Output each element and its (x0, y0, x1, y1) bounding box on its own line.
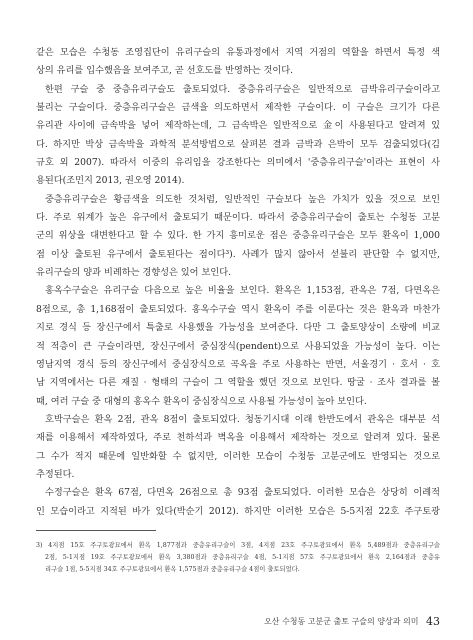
text-line: 다. 하지만 박상 금속박을 과학적 분석방법으로 살펴본 결과 금박과 은박이 모두 검출되었다(김 (36, 138, 440, 150)
footnote-line: 3) 4지점 15호 주구토광묘에서 환옥 1,877점과 중층유리구슬이 3점, 4지점 23호 주구토광묘에서 환옥 5,489점과 중층유리구슬 (36, 542, 440, 549)
text-line: 군의 위상을 대변한다고 할 수 있다. 한 가지 흥미로운 점은 중층유리구슬은 모두 환옥이 1,000 (36, 230, 440, 242)
text-line: 적 적층이 큰 구슬이라면, 장신구에서 중심장식(pendent)으로 사용되었을 가능성이 높다. 이는 (36, 340, 440, 352)
text-line: 때, 여러 구슬 중 대형의 홍옥수 환옥이 중심장식으로 사용될 가능성이 높아 보인다. (36, 395, 367, 407)
text-line: 다. 주로 위계가 높은 유구에서 출토되기 때문이다. 따라서 중층유리구슬이 출토는 수청동 고분 (36, 212, 440, 224)
text-line: 인 모습이라고 지적된 바가 있다(박순기 2012). 하지만 이러한 모습은 5-5지점 22호 주구토광 (36, 505, 440, 517)
footnote-line: 리구슬 1점, 5-5지점 34호 주구토광묘에서 환옥 1,575점과 중층유리구슬 4점이 출토되었다. (45, 566, 300, 573)
text-line: 지로 경식 등 장신구에서 특출로 사용했을 가능성을 보여준다. 다만 그 출토양상이 소량에 비교 (36, 322, 440, 334)
footnote-separator (36, 530, 156, 531)
page-footer (264, 615, 440, 628)
text-line: 같은 모습은 수청동 조영집단이 유리구슬의 유통과정에서 지역 거점의 역할을 하면서 특정 색 (36, 47, 440, 58)
text-line: 유리관 사이에 금속박을 넣어 제작하는데, 그 금속박은 일반적으로 金이 사용된다고 알려져 있 (36, 120, 440, 132)
text-line: 남 지역에서는 다른 재질 · 형태의 구슬이 그 역할을 했던 것으로 보인다. 땅굴 · 조사 결과를 볼 (36, 377, 440, 389)
text-line: 재를 이용해서 제작하였다, 주로 천하석과 벽옥을 이용해서 제작하는 것으로 알려져 있다. 물론 (36, 432, 440, 444)
text-line: 호박구슬은 환옥 2점, 관옥 8점이 출토되었다. 청동기시대 이래 한반도에서 관옥은 대부분 석 (45, 413, 440, 425)
text-line: 중층유리구슬은 황금색을 의도한 것처럼, 일반적인 구슬보다 높은 가치가 있을 것으로 보인 (45, 193, 440, 205)
text-line: 영남지역 경식 등의 장신구에서 중심장식으로 곡옥을 주로 사용하는 반면, 서울경기 · 호서 · 호 (36, 358, 440, 370)
text-line: 점 이상 출토된 유구에서 출토된다는 점이다³). 사례가 많지 않아서 섣불리 판단할 수 없지만, (36, 248, 440, 260)
text-line: 규호 외 2007). 따라서 이중의 유리임을 강조한다는 의미에서 '중층유리구슬'이라는 표현이 사 (36, 157, 440, 169)
text-line: 홍옥수구슬은 유리구슬 다음으로 높은 비율을 보인다. 환옥은 1,153점, 관옥은 7점, 다면옥은 (45, 285, 440, 297)
text-line: 유리구슬의 양과 비례하는 경향성은 있어 보인다. (36, 267, 232, 279)
text-line: 용된다(조민지 2013, 권오영 2014). (36, 175, 185, 187)
running-title: 오산 수청동 고분군 출토 구슬의 양상과 의미 (264, 617, 419, 626)
footnotes (36, 540, 440, 576)
text-line: 한편 구슬 중 중층유리구슬도 출토되었다. 중층유리구슬은 일반적으로 금박유리구슬이라고 (45, 83, 440, 95)
footnote-line: 2점, 5-1지점 19호 주구토광묘에서 환옥 3,380점과 중층유리구슬 4점, 5-1지점 57호 주구토광묘에서 환옥 2,164점과 중층유 (45, 554, 440, 561)
text-line: 상의 유리를 입수했음을 보여주고, 곧 선호도를 반영하는 것이다. (36, 65, 294, 77)
text-line: 8점으로, 총 1,168점이 출토되었다. 홍옥수구슬 역시 환옥이 주를 이룬다는 것은 환옥과 마찬가 (36, 303, 440, 315)
text-line: 수정구슬은 환옥 67점, 다면옥 26점으로 총 93점 출토되었다. 이러한 모습은 상당히 이례적 (45, 487, 440, 499)
page-number: 43 (426, 615, 440, 628)
main-text (36, 44, 440, 521)
text-line: 불리는 구슬이다. 중층유리구슬은 금색을 의도하면서 제작한 구슬이다. 이 구슬은 크기가 다른 (36, 102, 440, 114)
text-line: 추정된다. (36, 468, 75, 480)
text-line: 그 수가 적지 때문에 일반화할 수 없지만, 이러한 모습이 수청동 고분군에도 반영되는 것으로 (36, 450, 440, 462)
